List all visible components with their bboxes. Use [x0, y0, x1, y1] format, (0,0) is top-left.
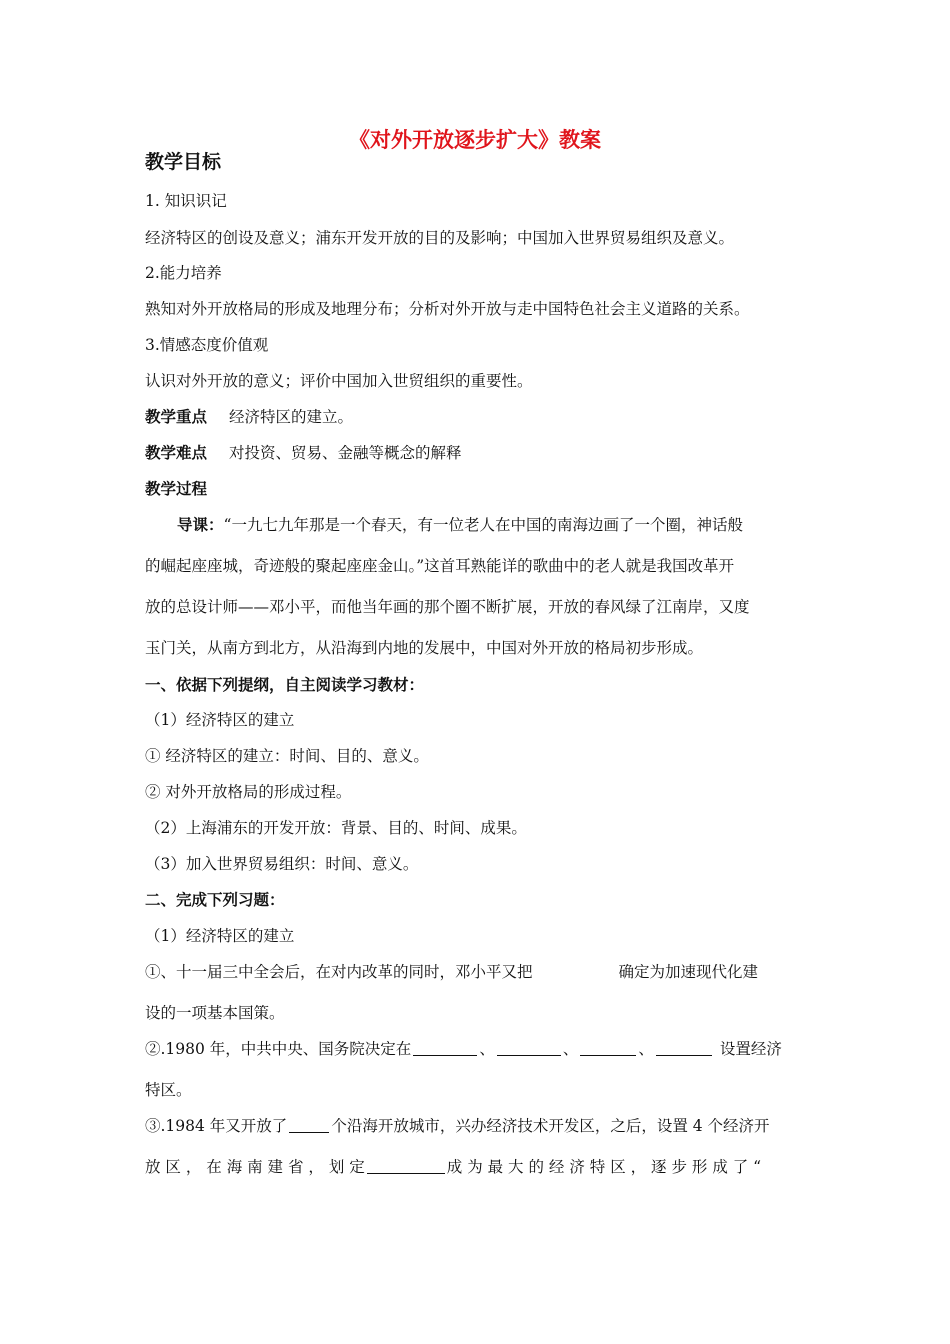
goal2-label: 2.能力培养 [145, 264, 222, 282]
difficulty-text: 对投资、贸易、金融等概念的解释 [229, 444, 462, 462]
process-label: 教学过程 [145, 480, 208, 498]
intro-line-2: 的崛起座座城，奇迹般的聚起座座金山。”这首耳熟能详的歌曲中的老人就是我国改革开 [145, 557, 735, 575]
question-1-line-1 [145, 962, 758, 982]
question-2-blank-1[interactable] [413, 1040, 477, 1056]
question-3-text-b: 个沿海开放城市，兴办经济技术开发区，之后，设置 4 个经济开 [331, 1117, 770, 1135]
question-3-blank-2[interactable] [367, 1158, 445, 1174]
question-2-blank-3[interactable] [580, 1040, 636, 1056]
question-2-blank-2[interactable] [497, 1040, 561, 1056]
document-title: 《对外开放逐步扩大》教案 [349, 128, 601, 152]
key-point-row [145, 407, 353, 427]
difficulty-label: 教学难点 [145, 444, 208, 462]
goal1-text: 经济特区的创设及意义；浦东开发开放的目的及影响；中国加入世界贸易组织及意义。 [145, 229, 735, 247]
section-1-item-2: （2）上海浦东的开发开放：背景、目的、时间、成果。 [145, 819, 527, 837]
question-1-line-2: 设的一项基本国策。 [145, 1004, 285, 1022]
question-2-separator: 、 [562, 1040, 579, 1058]
section-1-item-1: （1）经济特区的建立 [145, 711, 295, 729]
intro-text-1: “一九七九年那是一个春天，有一位老人在中国的南海边画了一个圈，神话般 [223, 516, 743, 534]
question-3-text-a: ③.1984 年又开放了 [145, 1117, 288, 1135]
goal2-text: 熟知对外开放格局的形成及地理分布；分析对外开放与走中国特色社会主义道路的关系。 [145, 300, 750, 318]
intro-line-3: 放的总设计师——邓小平，而他当年画的那个圈不断扩展，开放的春风绿了江南岸，又度 [145, 598, 750, 616]
question-2-text-b: 设置经济 [719, 1040, 782, 1058]
heading-teaching-goals: 教学目标 [145, 151, 222, 173]
question-3-line-1 [145, 1116, 770, 1136]
question-2-separator: 、 [479, 1040, 495, 1058]
question-1-text-b: 确定为加速现代化建 [618, 963, 759, 981]
section-2-title: 二、完成下列习题： [145, 891, 285, 909]
section-1-item-1b: ② 对外开放格局的形成过程。 [145, 783, 352, 801]
question-3-line-2 [145, 1157, 761, 1177]
question-3-text-c: 放 区 ， 在 海 南 建 省 ， 划 定 [145, 1158, 365, 1176]
question-2-line-1 [145, 1039, 782, 1059]
goal3-label: 3.情感态度价值观 [145, 336, 269, 354]
section-1-title: 一、依据下列提纲，自主阅读学习教材： [145, 676, 425, 694]
intro-line-4: 玉门关，从南方到北方，从沿海到内地的发展中，中国对外开放的格局初步形成。 [145, 639, 704, 657]
intro-line-1 [177, 515, 743, 535]
question-2-text-a: ②.1980 年，中共中央、国务院决定在 [145, 1040, 412, 1058]
goal1-label: 1. 知识识记 [145, 192, 227, 210]
question-3-blank-1[interactable] [289, 1117, 329, 1133]
key-point-text: 经济特区的建立。 [229, 408, 354, 426]
question-2-blank-4[interactable] [656, 1040, 712, 1056]
question-2-separator: 、 [638, 1040, 654, 1058]
section-1-item-1a: ① 经济特区的建立：时间、目的、意义。 [145, 747, 429, 765]
intro-label: 导课： [177, 516, 224, 534]
section-1-item-3: （3）加入世界贸易组织：时间、意义。 [145, 855, 419, 873]
question-3-text-d: 成 为 最 大 的 经 济 特 区 ， 逐 步 形 成 了 “ [446, 1158, 762, 1176]
difficulty-row [145, 443, 462, 463]
question-1-text-a: ①、十一届三中全会后，在对内改革的同时，邓小平又把 [145, 963, 533, 981]
goal3-text: 认识对外开放的意义；评价中国加入世贸组织的重要性。 [145, 372, 533, 390]
section-2-item-1: （1）经济特区的建立 [145, 927, 295, 945]
key-point-label: 教学重点 [145, 408, 208, 426]
question-2-line-2: 特区。 [145, 1081, 192, 1099]
